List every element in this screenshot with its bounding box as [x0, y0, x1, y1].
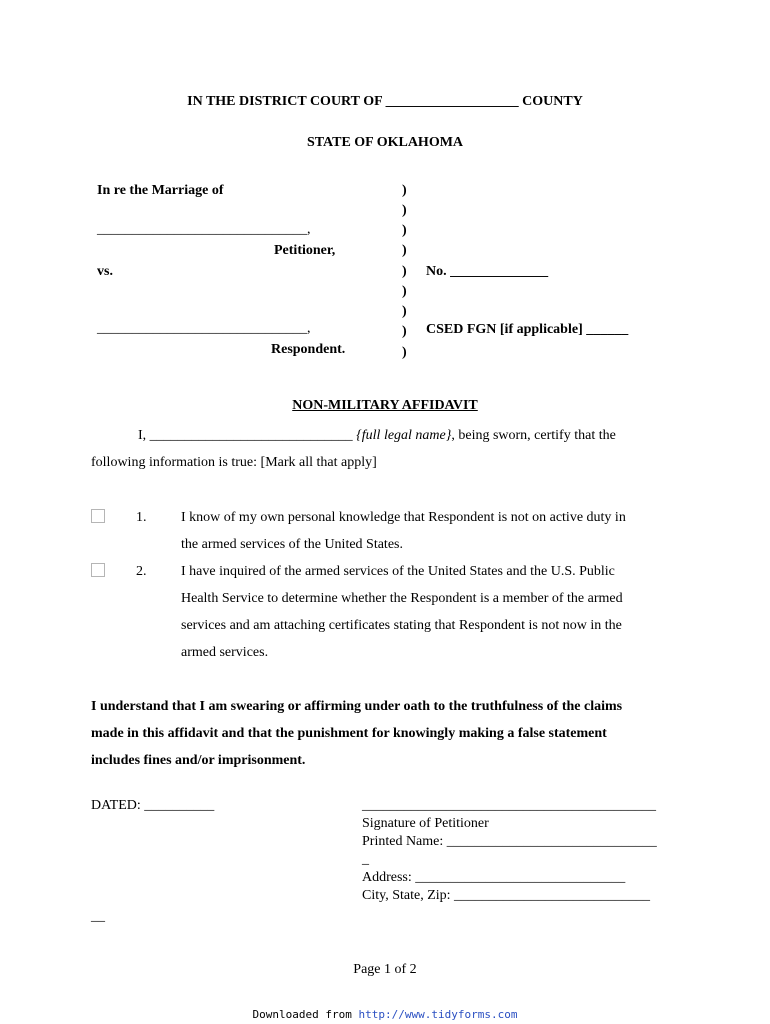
trailing-line: __	[91, 909, 105, 924]
case-number: No. ______________	[426, 264, 549, 279]
csed-fgn: CSED FGN [if applicable] ______	[426, 322, 629, 337]
state-heading: STATE OF OKLAHOMA	[306, 135, 464, 150]
item-2-line: I have inquired of the armed services of the United States and the U.S. Public	[181, 564, 615, 579]
court-heading: IN THE DISTRICT COURT OF ___________________ COUNTY	[187, 94, 583, 109]
intro-name-blank: I, _____________________________	[138, 428, 357, 443]
signature-line: __________________________________________	[362, 798, 656, 813]
caption-paren: )	[402, 223, 407, 238]
caption-paren: )	[402, 324, 407, 339]
item-1-line: I know of my own personal knowledge that Respondent is not on active duty in	[181, 510, 626, 525]
vs-label: vs.	[97, 264, 113, 279]
item-2-number: 2.	[136, 564, 147, 579]
intro-line-1	[138, 428, 616, 444]
item-1-number: 1.	[136, 510, 147, 525]
respondent-label: Respondent.	[271, 342, 346, 357]
dated-field: DATED: __________	[91, 798, 215, 813]
caption-paren: )	[402, 304, 407, 319]
download-footer	[0, 1008, 770, 1021]
address-field: Address: ______________________________	[362, 870, 626, 885]
caption-paren: )	[402, 284, 407, 299]
page-number: Page 1 of 2	[353, 962, 417, 977]
affidavit-title: NON-MILITARY AFFIDAVIT	[292, 398, 478, 413]
petitioner-blank: ______________________________,	[97, 222, 311, 237]
item-2-line: armed services.	[181, 645, 269, 660]
item-1-line: the armed services of the United States.	[181, 537, 403, 552]
item-2-checkbox[interactable]	[91, 563, 105, 577]
oath-line: I understand that I am swearing or affirming under oath to the truthfulness of the claims	[91, 699, 623, 714]
in-re-label: In re the Marriage of	[97, 183, 224, 198]
printed-name-overflow: _	[362, 852, 369, 867]
signature-label: Signature of Petitioner	[362, 816, 489, 831]
oath-line: made in this affidavit and that the punishment for knowingly making a false statement	[91, 726, 607, 741]
respondent-blank: ______________________________,	[97, 321, 311, 336]
intro-line-1-end: , being sworn, certify that the	[451, 428, 616, 443]
printed-name-field: Printed Name: ______________________________	[362, 834, 657, 849]
item-2-line: Health Service to determine whether the Respondent is a member of the armed	[181, 591, 623, 606]
city-state-zip-field: City, State, Zip: ____________________________	[362, 888, 651, 903]
item-1-checkbox[interactable]	[91, 509, 105, 523]
caption-paren: )	[402, 183, 407, 198]
footer-prefix: Downloaded from	[252, 1008, 359, 1021]
caption-paren: )	[402, 243, 407, 258]
caption-paren: )	[402, 345, 407, 360]
petitioner-label: Petitioner,	[274, 243, 336, 258]
caption-paren: )	[402, 264, 407, 279]
item-2-line: services and am attaching certificates stating that Respondent is not now in the	[181, 618, 622, 633]
caption-paren: )	[402, 203, 407, 218]
intro-full-legal-name-hint: {full legal name}	[356, 428, 452, 443]
oath-line: includes fines and/or imprisonment.	[91, 753, 306, 768]
tidyforms-link[interactable]: http://www.tidyforms.com	[358, 1008, 518, 1021]
intro-line-2: following information is true: [Mark all that apply]	[91, 455, 377, 470]
